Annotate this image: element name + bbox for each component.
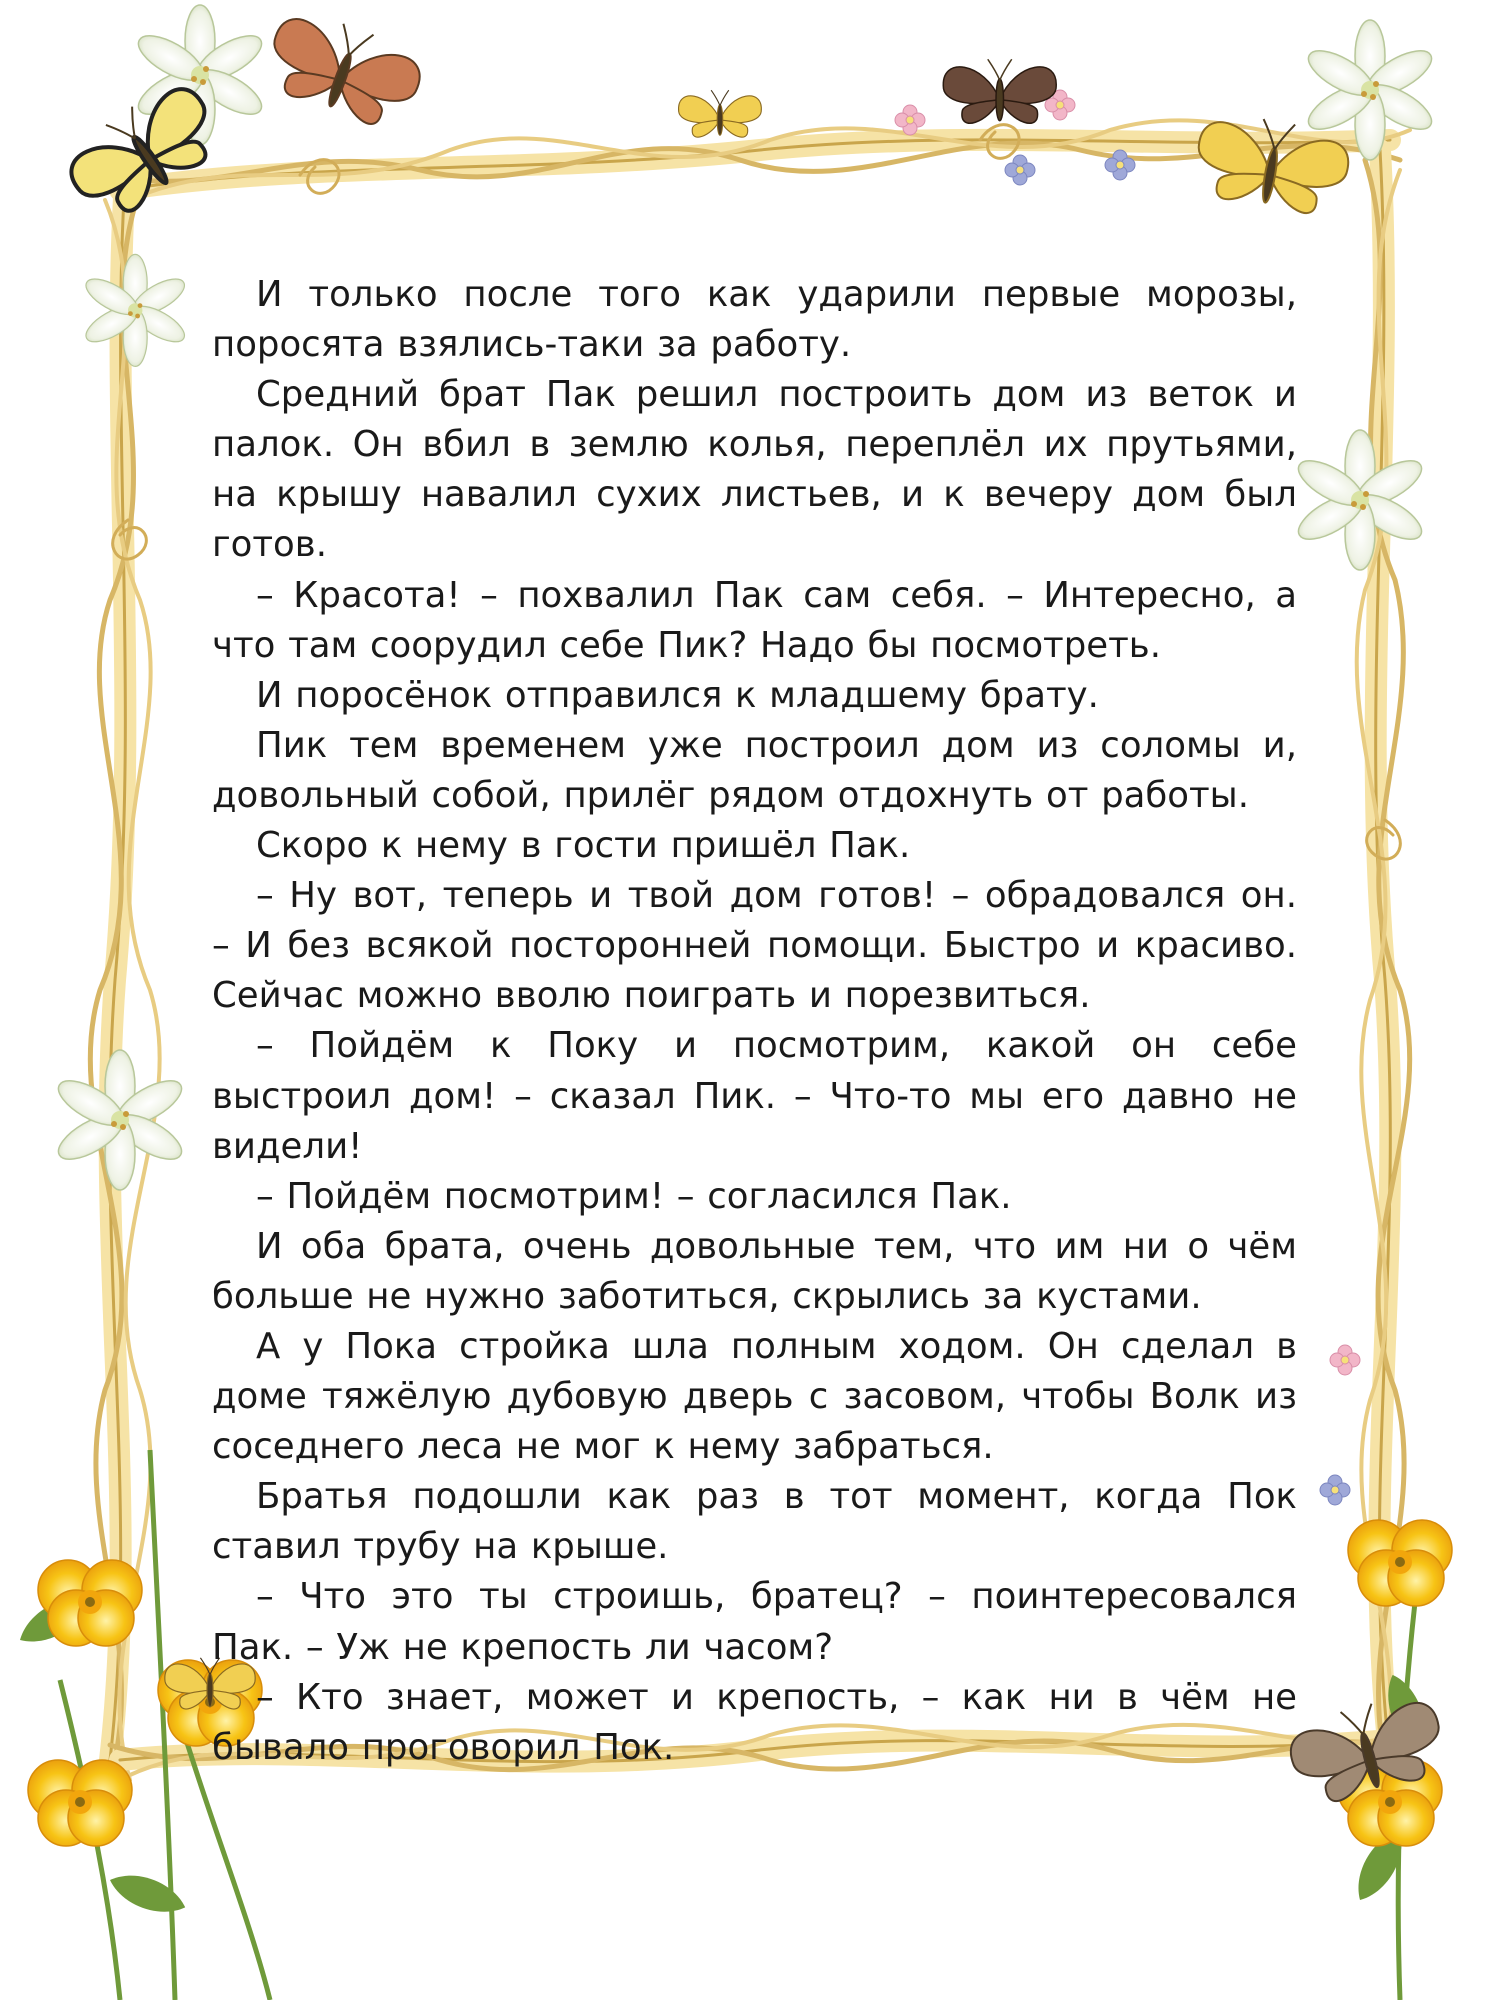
poppy-icon [38, 1560, 142, 1646]
paragraph: А у Пока стройка шла полным ходом. Он сделал в доме тяжёлую дубовую дверь с засовом, чтобы Волк из соседнего леса не мог к нему забраться. [212, 1325, 1297, 1468]
paragraph: – Красота! – похвалил Пак сам себя. – Интересно, а что там соорудил себе Пик? Надо бы посмотреть. [212, 574, 1297, 666]
paragraph: Средний брат Пак решил построить дом из веток и палок. Он вбил в землю колья, переплёл их прутьями, на крышу навалил сухих листьев, и к вечеру дом был готов. [212, 374, 1297, 566]
poppy-icon [28, 1760, 132, 1846]
paragraph: И оба брата, очень довольные тем, что им ни о чём больше не нужно заботиться, скрылись за кустами. [212, 1225, 1297, 1317]
paragraph: Братья подошли как раз в тот момент, когда Пок ставил трубу на крыше. [212, 1476, 1297, 1568]
paragraph: – Что это ты строишь, братец? – поинтересовался Пак. – Уж не крепость ли часом? [212, 1576, 1297, 1668]
butterfly-icon [259, 4, 430, 136]
paragraph: Пик тем временем уже построил дом из соломы и, довольный собой, прилёг рядом отдохнуть от работы. [212, 724, 1297, 816]
lily-icon [81, 254, 190, 366]
story-text [212, 270, 1297, 1773]
paragraph: И поросёнок отправился к младшему брату. [256, 674, 1099, 716]
lily-icon [52, 1050, 188, 1190]
paragraph: И только после того как ударили первые морозы, поросята взялись-таки за работу. [212, 274, 1297, 366]
paragraph: Скоро к нему в гости пришёл Пак. [256, 825, 911, 867]
butterfly-icon [679, 90, 762, 137]
paragraph: – Пойдём к Поку и посмотрим, какой он себе выстроил дом! – сказал Пик. – Что-то мы его давно не видели! [212, 1025, 1297, 1167]
poppy-icon [1348, 1520, 1452, 1606]
paragraph: – Ну вот, теперь и твой дом готов! – обрадовался он. – И без всякой посторонней помощи. Быстро и красиво. Сейчас можно вволю поиграть и порезвиться. [212, 875, 1297, 1017]
paragraph: – Кто знает, может и крепость, – как ни в чём не бывало проговорил Пок. [212, 1676, 1297, 1768]
lily-icon [1292, 430, 1428, 570]
butterfly-icon [943, 59, 1056, 123]
paragraph: – Пойдём посмотрим! – согласился Пак. [256, 1175, 1012, 1217]
